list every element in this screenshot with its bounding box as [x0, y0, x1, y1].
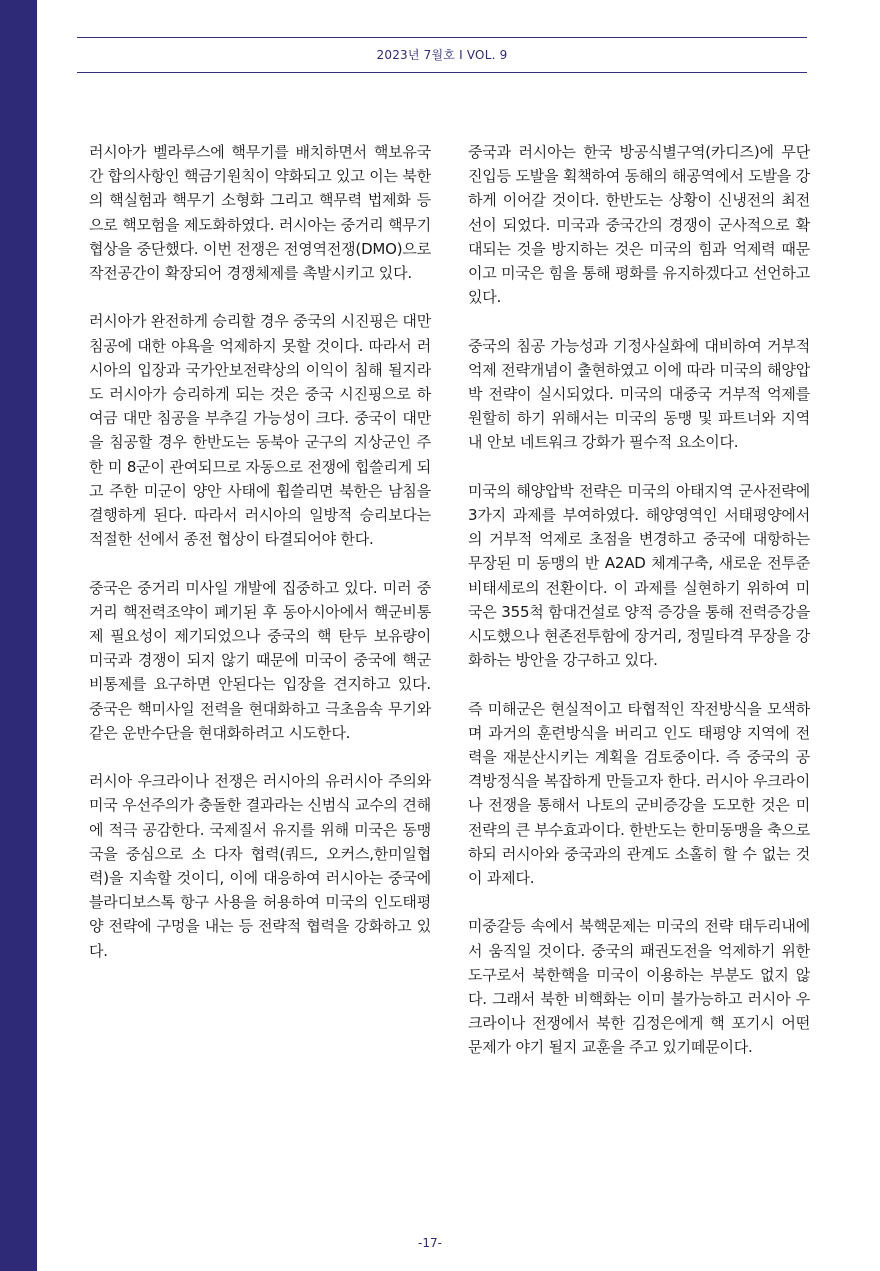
body-paragraph: 러시아가 벨라루스에 핵무기를 배치하면서 핵보유국간 합의사항인 핵금기원칙이 약화되고 있고 이는 북한의 핵실험과 핵무기 소형화 그리고 핵무력 법제화 등으로 핵모험을 제도화하였다. 러시아는 중거리 핵무기 협상을 중단했다. 이번 전쟁은 전영역전쟁(DMO)으로 작전공간이 확장되어 경쟁체제를 촉발시키고 있다.	[89, 143, 431, 283]
body-paragraph: 미중갈등 속에서 북핵문제는 미국의 전략 태두리내에서 움직일 것이다. 중국의 패권도전을 억제하기 위한 도구로서 북한핵을 미국이 이용하는 부분도 없지 않다. 그래서 북한 비핵화는 이미 불가능하고 러시아 우크라이나 전쟁에서 북한 김정은에게 핵 포기시 어떤 문제가 야기 될지 교훈을 주고 있기떼문이다.	[468, 917, 810, 1057]
body-paragraph: 중국은 중거리 미사일 개발에 집중하고 있다. 미러 중거리 핵전력조약이 폐기된 후 동아시아에서 핵군비통제 필요성이 제기되었으나 중국의 핵 탄두 보유량이 미국과 경쟁이 되지 않기 때문에 미국이 중국에 핵군비통제를 요구하면 안된다는 입장을 견지하고 있다. 중국은 핵미사일 전력을 현대화하고 극초음속 무기와 같은 운반수단을 현대화하려고 시도한다.	[89, 578, 431, 742]
body-paragraph: 미국의 해양압박 전략은 미국의 아태지역 군사전략에 3가지 과제를 부여하였다. 해양영역인 서태평양에서의 거부적 억제로 초점을 변경하고 중국에 대항하는 무장된 미 동맹의 반 A2AD 체계구축, 새로운 전투준비태세로의 전환이다. 이 과제를 실현하기 위하여 미국은 355척 함대건설로 양적 증강을 통해 전력증강을 시도했으나 현존전투함에 장거리, 정밀타격 무장을 강화하는 방안을 강구하고 있다.	[468, 481, 810, 670]
body-paragraph: 러시아가 완전하게 승리할 경우 중국의 시진핑은 대만침공에 대한 야욕을 억제하지 못할 것이다. 따라서 러시아의 입장과 국가안보전략상의 이익이 침해 될지라도 러시아가 승리하게 되는 것은 중국 시진핑으로 하여금 대만 침공을 부추길 가능성이 크다. 중국이 대만을 침공할 경우 한반도는 동북아 군구의 지상군인 주한 미 8군이 관여되므로 자동으로 전쟁에 힙쓸리게 되고 주한 미군이 양안 사태에 휩쓸리면 북한은 남침을 결행하게 된다. 따라서 러시아의 일방적 승리보다는 적절한 선에서 종전 협상이 타결되어야 한다.	[89, 312, 431, 549]
side-accent-bar	[0, 0, 37, 1271]
header-top-rule	[77, 37, 807, 38]
right-column	[468, 140, 810, 1084]
body-paragraph: 중국과 러시아는 한국 방공식별구역(카디즈)에 무단 진입등 도발을 획책하여 동해의 해공역에서 도발을 강하게 이어갈 것이다. 한반도는 상황이 신냉전의 최전선이 되었다. 미국과 중국간의 경쟁이 군사적으로 확대되는 것을 방지하는 것은 미국의 힘과 억제력 때문이고 미국은 힘을 통해 평화를 유지하겠다고 선언하고 있다.	[468, 143, 810, 307]
header-bottom-rule	[77, 72, 807, 73]
body-paragraph: 러시아 우크라이나 전쟁은 러시아의 유러시아 주의와 미국 우선주의가 충돌한 결과라는 신범식 교수의 견해에 적극 공감한다. 국제질서 유지를 위해 미국은 동맹국을 중심으로 소 다자 협력(쿼드, 오커스,한미일협력)을 지속할 것이디, 이에 대응하여 러시아는 중국에 블라디보스톡 항구 사용을 허용하여 미국의 인도태평양 전략에 구멍을 내는 등 전략적 협력을 강화하고 있다.	[89, 772, 431, 960]
left-column	[89, 140, 431, 987]
body-paragraph: 즉 미해군은 현실적이고 타협적인 작전방식을 모색하며 과거의 훈련방식을 버리고 인도 태평양 지역에 전력을 재분산시키는 계획을 검토중이다. 즉 중국의 공격방정식을 복잡하게 만들고자 한다. 러시아 우크라이나 전쟁을 통해서 나토의 군비증강을 도모한 것은 미 전략의 큰 부수효과이다. 한반도는 한미동맹을 축으로 하되 러시아와 중국과의 관계도 소홀히 할 수 없는 것이 과제다.	[468, 699, 810, 888]
page-number: -17-	[418, 1236, 442, 1250]
body-paragraph: 중국의 침공 가능성과 기정사실화에 대비하여 거부적 억제 전략개념이 출현하였고 이에 따라 미국의 해양압박 전략이 실시되었다. 미국의 대중국 거부적 억제를 원할히 하기 위해서는 미국의 동맹 및 파트너와 지역내 안보 네트워크 강화가 필수적 요소이다.	[468, 336, 810, 452]
issue-header: 2023년 7월호 I VOL. 9	[376, 48, 508, 62]
